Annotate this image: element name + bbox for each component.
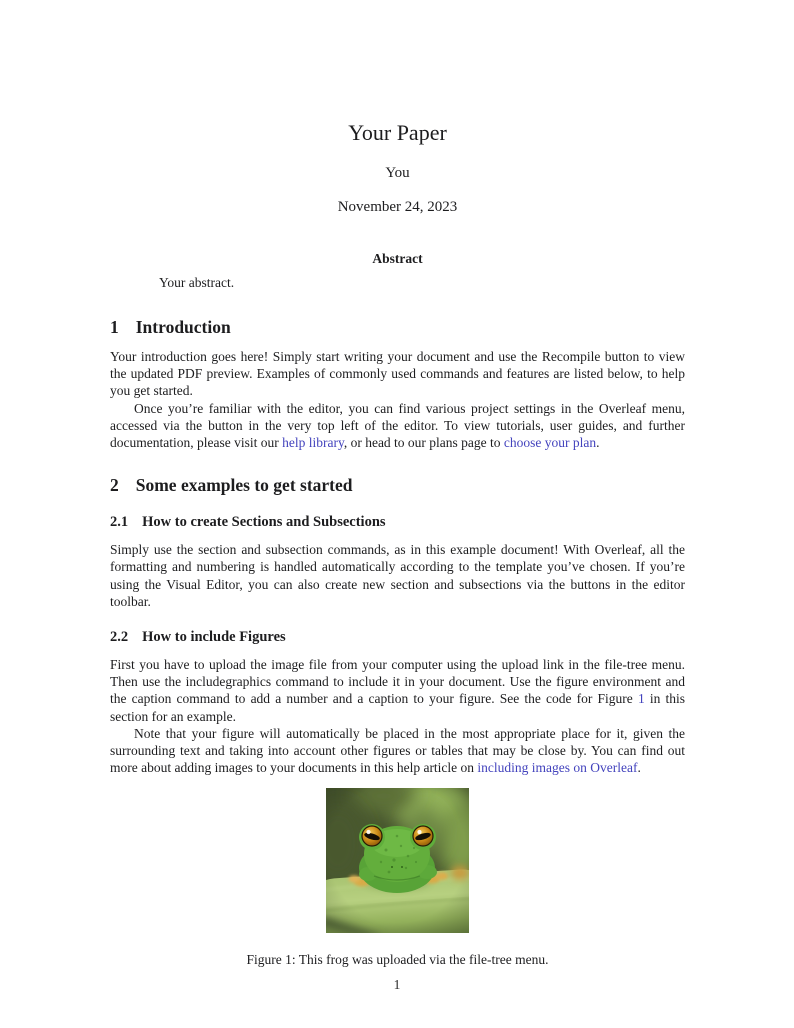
paper-title: Your Paper xyxy=(348,120,447,145)
section-1-heading xyxy=(110,317,685,338)
subsection-2-1-heading xyxy=(110,513,685,531)
subsection-2-2-heading xyxy=(110,628,685,646)
figure-1-caption: Figure 1: This frog was uploaded via the file-tree menu. xyxy=(246,952,549,968)
abstract-text: Your abstract. xyxy=(159,275,235,290)
section-2-heading xyxy=(110,475,685,496)
figure-1 xyxy=(110,788,685,968)
text-run: in this section for an example. xyxy=(110,691,685,724)
text-run: First you have to upload the image file from your computer using the upload link in the file-tree menu. Then use the includegraphics command to include it in your document. Use the figure environment and the caption command to add a number and a caption to your figure. See the code for Figure xyxy=(110,657,685,707)
page-number: 1 xyxy=(393,977,401,992)
section-2-number: 2 xyxy=(110,475,119,496)
frog-photo-image xyxy=(326,788,469,933)
intro-paragraph-2 xyxy=(110,400,685,452)
section-1-title: Introduction xyxy=(135,317,231,337)
including-images-link[interactable]: including images on Overleaf xyxy=(477,760,638,776)
section-2-title: Some examples to get started xyxy=(135,475,353,496)
help-library-link[interactable]: help library xyxy=(282,435,344,451)
subsection-2-2-number: 2.2 xyxy=(110,629,129,646)
figures-paragraph-2 xyxy=(110,725,685,777)
text-run: Note that your figure will automatically be placed in the most appropriate place for it, given the surrounding text and taking into account other figures or tables that may be close by. You can find out more about adding images to your documents in this help article on xyxy=(110,725,685,776)
text-run: , or head to our plans page to xyxy=(343,435,504,451)
text-run: . xyxy=(637,760,641,776)
sections-paragraph: Simply use the section and subsection commands, as in this example document! With Overleaf, all the formatting and numbering is handled automatically according to the template you’ve chosen. If you’re using the Visual Editor, you can also create new section and subsections via the buttons in the editor toolbar. xyxy=(110,542,685,609)
text-run: . xyxy=(596,435,600,451)
paper-author: You xyxy=(385,165,410,181)
abstract-heading: Abstract xyxy=(372,251,423,266)
paper-content xyxy=(110,0,685,968)
paper-date: November 24, 2023 xyxy=(337,199,458,215)
section-1-number: 1 xyxy=(110,317,119,337)
text-run: Once you’re familiar with the editor, you can find various project settings in the Overleaf menu, accessed via the button in the very top left of the editor. To view tutorials, user guides, and further documentation, please visit our xyxy=(110,400,685,451)
subsection-2-2-title: How to include Figures xyxy=(142,629,286,646)
subsection-2-1-number: 2.1 xyxy=(110,514,129,531)
intro-paragraph-1: Your introduction goes here! Simply start writing your document and use the Recompile button to view the updated PDF preview. Examples of commonly used commands and features are listed below, to help you get started. xyxy=(110,349,685,399)
choose-your-plan-link[interactable]: choose your plan xyxy=(503,435,597,451)
subsection-2-1-title: How to create Sections and Subsections xyxy=(142,514,386,531)
figures-paragraph-1 xyxy=(110,656,685,725)
figure-1-ref-link[interactable]: 1 xyxy=(637,691,645,707)
